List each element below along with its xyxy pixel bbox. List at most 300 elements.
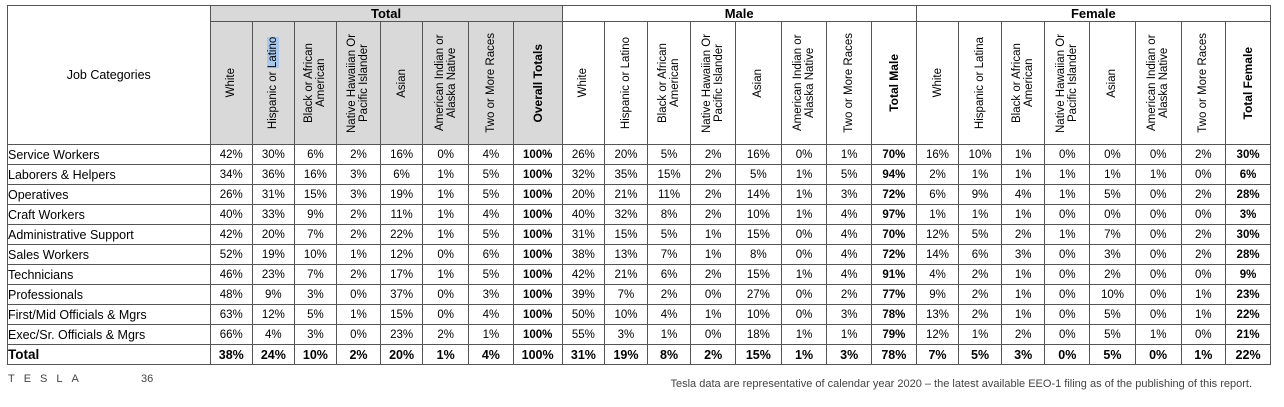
table-row (8, 165, 1271, 185)
table-cell: 0% (1045, 145, 1090, 165)
table-cell: 1% (423, 345, 469, 365)
table-cell: 32% (605, 205, 648, 225)
table-cell: 18% (736, 325, 782, 345)
table-cell: 10% (294, 345, 337, 365)
table-cell: 36% (253, 165, 295, 185)
table-cell: 0% (1135, 185, 1181, 205)
table-cell: 78% (872, 345, 917, 365)
table-cell: 0% (423, 145, 469, 165)
table-cell: 1% (781, 185, 827, 205)
table-cell: 1% (1181, 345, 1226, 365)
table-cell: 0% (1090, 145, 1136, 165)
table-cell: 63% (210, 305, 253, 325)
table-row (8, 225, 1271, 245)
table-cell: 6% (647, 265, 691, 285)
table-cell: 1% (691, 225, 736, 245)
table-cell: 0% (1045, 205, 1090, 225)
table-cell: 0% (337, 285, 381, 305)
table-cell: 10% (959, 145, 1002, 165)
table-cell: 0% (423, 245, 469, 265)
table-cell: 26% (210, 185, 253, 205)
table-cell: 1% (423, 165, 469, 185)
table-cell: 21% (1226, 325, 1271, 345)
table-cell: 2% (959, 285, 1002, 305)
table-cell: 19% (605, 345, 648, 365)
table-cell: 15% (647, 165, 691, 185)
table-cell: 40% (562, 205, 605, 225)
table-cell: 42% (210, 225, 253, 245)
table-cell: 2% (337, 205, 381, 225)
table-cell: 5% (294, 305, 337, 325)
col-header-total-7: Overall Totals (513, 22, 562, 145)
job-category-label: Administrative Support (8, 225, 211, 245)
table-cell: 6% (959, 245, 1002, 265)
table-cell: 19% (253, 245, 295, 265)
table-cell: 1% (916, 205, 959, 225)
table-cell: 40% (210, 205, 253, 225)
col-header-male-6: Two or More Races (827, 22, 872, 145)
table-cell: 97% (872, 205, 917, 225)
table-cell: 10% (736, 305, 782, 325)
group-header-row (8, 6, 1271, 22)
table-cell: 3% (1001, 345, 1045, 365)
table-cell: 100% (513, 265, 562, 285)
table-cell: 1% (469, 325, 514, 345)
table-cell: 0% (1135, 225, 1181, 245)
table-cell: 100% (513, 285, 562, 305)
table-cell: 0% (1045, 245, 1090, 265)
table-cell: 1% (423, 225, 469, 245)
table-cell: 9% (253, 285, 295, 305)
table-cell: 1% (1045, 225, 1090, 245)
table-row (8, 265, 1271, 285)
col-header-total-0: White (210, 22, 253, 145)
table-cell: 15% (380, 305, 423, 325)
col-header-female-2: Black or African American (1001, 22, 1045, 145)
table-cell: 5% (469, 265, 514, 285)
col-header-total-2: Black or African American (294, 22, 337, 145)
table-cell: 1% (1045, 165, 1090, 185)
table-cell: 1% (1135, 325, 1181, 345)
table-row (8, 325, 1271, 345)
table-cell: 7% (647, 245, 691, 265)
table-cell: 70% (872, 145, 917, 165)
table-cell: 10% (1090, 285, 1136, 305)
table-cell: 31% (562, 345, 605, 365)
table-cell: 16% (294, 165, 337, 185)
table-cell: 1% (1001, 145, 1045, 165)
table-cell: 0% (1181, 205, 1226, 225)
table-cell: 0% (1045, 265, 1090, 285)
table-cell: 6% (380, 165, 423, 185)
table-cell: 100% (513, 305, 562, 325)
table-cell: 30% (1226, 145, 1271, 165)
total-row (8, 345, 1271, 365)
table-cell: 2% (337, 145, 381, 165)
table-cell: 1% (781, 325, 827, 345)
selected-text-highlight[interactable]: Latino (267, 36, 280, 69)
table-cell: 3% (294, 285, 337, 305)
table-cell: 1% (781, 345, 827, 365)
table-cell: 4% (469, 205, 514, 225)
table-cell: 20% (380, 345, 423, 365)
table-cell: 3% (827, 305, 872, 325)
table-cell: 23% (253, 265, 295, 285)
table-cell: 0% (423, 285, 469, 305)
table-cell: 11% (380, 205, 423, 225)
table-cell: 17% (380, 265, 423, 285)
table-cell: 1% (1001, 285, 1045, 305)
table-cell: 15% (736, 225, 782, 245)
table-cell: 16% (916, 145, 959, 165)
table-cell: 0% (1135, 265, 1181, 285)
table-cell: 1% (337, 305, 381, 325)
table-cell: 48% (210, 285, 253, 305)
table-cell: 0% (691, 285, 736, 305)
group-female-header: Female (916, 6, 1270, 22)
table-cell: 14% (736, 185, 782, 205)
table-cell: 10% (605, 305, 648, 325)
table-cell: 4% (827, 245, 872, 265)
table-cell: 2% (691, 345, 736, 365)
table-cell: 39% (562, 285, 605, 305)
table-cell: 3% (469, 285, 514, 305)
table-cell: 2% (916, 165, 959, 185)
table-cell: 6% (469, 245, 514, 265)
table-cell: 1% (691, 305, 736, 325)
table-cell: 4% (827, 225, 872, 245)
table-cell: 1% (691, 245, 736, 265)
table-cell: 1% (781, 165, 827, 185)
table-cell: 1% (1001, 205, 1045, 225)
table-cell: 2% (691, 145, 736, 165)
table-cell: 72% (872, 185, 917, 205)
table-cell: 0% (1135, 345, 1181, 365)
table-cell: 91% (872, 265, 917, 285)
table-cell: 2% (337, 345, 381, 365)
col-header-total-1 (253, 22, 295, 145)
group-male-header: Male (562, 6, 916, 22)
table-cell: 5% (827, 165, 872, 185)
table-cell: 0% (423, 305, 469, 325)
table-cell: 3% (1226, 205, 1271, 225)
job-category-label: Professionals (8, 285, 211, 305)
table-cell: 2% (1090, 265, 1136, 285)
table-cell: 4% (253, 325, 295, 345)
table-cell: 55% (562, 325, 605, 345)
table-cell: 2% (691, 205, 736, 225)
table-cell: 5% (1090, 185, 1136, 205)
table-cell: 19% (380, 185, 423, 205)
table-cell: 0% (1135, 245, 1181, 265)
table-cell: 0% (781, 225, 827, 245)
table-cell: 2% (1001, 325, 1045, 345)
job-category-label: Operatives (8, 185, 211, 205)
tesla-logo: TESLA (8, 373, 88, 385)
col-header-male-7: Total Male (872, 22, 917, 145)
table-cell: 22% (380, 225, 423, 245)
group-total-header: Total (210, 6, 562, 22)
table-cell: 15% (736, 345, 782, 365)
table-cell: 2% (959, 265, 1002, 285)
col-header-male-4: Asian (736, 22, 782, 145)
table-cell: 1% (1181, 305, 1226, 325)
table-cell: 38% (210, 345, 253, 365)
table-cell: 15% (605, 225, 648, 245)
table-row (8, 185, 1271, 205)
table-cell: 4% (469, 305, 514, 325)
table-cell: 4% (1001, 185, 1045, 205)
table-cell: 38% (562, 245, 605, 265)
table-cell: 46% (210, 265, 253, 285)
table-cell: 32% (562, 165, 605, 185)
table-cell: 9% (294, 205, 337, 225)
table-cell: 3% (294, 325, 337, 345)
job-category-label: Total (8, 345, 211, 365)
table-cell: 4% (827, 205, 872, 225)
table-cell: 2% (691, 265, 736, 285)
table-cell: 0% (691, 325, 736, 345)
table-cell: 35% (605, 165, 648, 185)
table-cell: 37% (380, 285, 423, 305)
table-cell: 0% (781, 145, 827, 165)
table-cell: 1% (959, 165, 1002, 185)
table-cell: 100% (513, 225, 562, 245)
table-cell: 2% (959, 305, 1002, 325)
table-cell: 3% (337, 185, 381, 205)
col-header-male-3: Native Hawaiian Or Pacific Islander (691, 22, 736, 145)
table-cell: 0% (1135, 285, 1181, 305)
table-cell: 0% (1045, 285, 1090, 305)
table-cell: 6% (916, 185, 959, 205)
table-cell: 4% (916, 265, 959, 285)
table-cell: 100% (513, 145, 562, 165)
table-cell: 100% (513, 325, 562, 345)
table-cell: 1% (423, 265, 469, 285)
table-cell: 2% (827, 285, 872, 305)
table-cell: 16% (380, 145, 423, 165)
table-cell: 70% (872, 225, 917, 245)
table-cell: 12% (253, 305, 295, 325)
table-cell: 8% (647, 205, 691, 225)
table-cell: 31% (253, 185, 295, 205)
table-cell: 79% (872, 325, 917, 345)
table-cell: 28% (1226, 185, 1271, 205)
table-cell: 20% (253, 225, 295, 245)
table-cell: 2% (337, 225, 381, 245)
table-cell: 100% (513, 245, 562, 265)
table-cell: 0% (1135, 205, 1181, 225)
table-cell: 3% (827, 185, 872, 205)
table-cell: 0% (781, 285, 827, 305)
table-cell: 5% (1090, 325, 1136, 345)
table-cell: 28% (1226, 245, 1271, 265)
table-cell: 1% (781, 205, 827, 225)
table-cell: 34% (210, 165, 253, 185)
table-cell: 12% (916, 325, 959, 345)
table-cell: 1% (781, 265, 827, 285)
table-cell: 9% (1226, 265, 1271, 285)
table-cell: 1% (827, 145, 872, 165)
table-cell: 15% (294, 185, 337, 205)
table-cell: 52% (210, 245, 253, 265)
table-cell: 33% (253, 205, 295, 225)
table-cell: 0% (1181, 165, 1226, 185)
job-category-label: Service Workers (8, 145, 211, 165)
table-cell: 100% (513, 185, 562, 205)
table-cell: 5% (469, 225, 514, 245)
table-cell: 50% (562, 305, 605, 325)
eeo-table (7, 5, 1271, 365)
table-cell: 13% (916, 305, 959, 325)
table-cell: 2% (337, 265, 381, 285)
table-cell: 5% (959, 345, 1002, 365)
table-cell: 2% (691, 165, 736, 185)
table-cell: 0% (781, 245, 827, 265)
table-row (8, 205, 1271, 225)
table-cell: 3% (827, 345, 872, 365)
table-cell: 78% (872, 305, 917, 325)
table-cell: 4% (469, 345, 514, 365)
col-header-male-0: White (562, 22, 605, 145)
job-categories-header: Job Categories (8, 6, 211, 145)
col-header-female-4: Asian (1090, 22, 1136, 145)
table-row (8, 285, 1271, 305)
job-category-label: First/Mid Officials & Mgrs (8, 305, 211, 325)
table-cell: 11% (647, 185, 691, 205)
table-cell: 2% (1001, 225, 1045, 245)
table-cell: 0% (1045, 345, 1090, 365)
col-header-male-5: American Indian or Alaska Native (781, 22, 827, 145)
table-cell: 5% (647, 145, 691, 165)
col-header-female-0: White (916, 22, 959, 145)
table-cell: 0% (337, 325, 381, 345)
table-cell: 12% (380, 245, 423, 265)
table-cell: 5% (469, 165, 514, 185)
table-cell: 1% (423, 205, 469, 225)
table-cell: 5% (736, 165, 782, 185)
job-category-label: Laborers & Helpers (8, 165, 211, 185)
table-cell: 5% (1090, 345, 1136, 365)
table-cell: 9% (959, 185, 1002, 205)
table-cell: 3% (605, 325, 648, 345)
table-cell: 24% (253, 345, 295, 365)
table-cell: 7% (605, 285, 648, 305)
table-cell: 5% (647, 225, 691, 245)
table-cell: 1% (959, 205, 1002, 225)
job-category-label: Exec/Sr. Officials & Mgrs (8, 325, 211, 345)
table-cell: 7% (1090, 225, 1136, 245)
table-cell: 7% (294, 225, 337, 245)
table-cell: 77% (872, 285, 917, 305)
table-cell: 0% (1135, 145, 1181, 165)
table-cell: 66% (210, 325, 253, 345)
table-cell: 2% (1181, 245, 1226, 265)
footer-note: Tesla data are representative of calendar year 2020 – the latest available EEO-1 filing as of the publishing of this report. (670, 378, 1252, 390)
page-number: 36 (141, 373, 154, 385)
table-cell: 30% (253, 145, 295, 165)
table-cell: 0% (1045, 325, 1090, 345)
table-cell: 2% (647, 285, 691, 305)
table-cell: 4% (647, 305, 691, 325)
table-cell: 23% (1226, 285, 1271, 305)
table-cell: 16% (736, 145, 782, 165)
col-header-female-7: Total Female (1226, 22, 1271, 145)
table-cell: 3% (1090, 245, 1136, 265)
table-cell: 21% (605, 185, 648, 205)
table-cell: 1% (1001, 305, 1045, 325)
table-cell: 0% (781, 305, 827, 325)
col-header-female-1: Hispanic or Latina (959, 22, 1002, 145)
table-cell: 0% (1181, 325, 1226, 345)
col-header-male-1: Hispanic or Latino (605, 22, 648, 145)
table-cell: 2% (1181, 185, 1226, 205)
table-cell: 2% (1181, 145, 1226, 165)
table-row (8, 145, 1271, 165)
table-cell: 10% (294, 245, 337, 265)
table-cell: 22% (1226, 345, 1271, 365)
table-cell: 27% (736, 285, 782, 305)
table-cell: 1% (1090, 165, 1136, 185)
table-cell: 1% (827, 325, 872, 345)
table-cell: 42% (210, 145, 253, 165)
table-cell: 30% (1226, 225, 1271, 245)
col-header-male-2: Black or African American (647, 22, 691, 145)
table-cell: 1% (1135, 165, 1181, 185)
table-cell: 8% (736, 245, 782, 265)
table-cell: 1% (1045, 185, 1090, 205)
table-cell: 2% (1181, 225, 1226, 245)
table-cell: 15% (736, 265, 782, 285)
table-cell: 2% (423, 325, 469, 345)
col-header-total-4: Asian (380, 22, 423, 145)
table-cell: 4% (469, 145, 514, 165)
table-cell: 4% (827, 265, 872, 285)
table-cell: 100% (513, 345, 562, 365)
table-cell: 5% (959, 225, 1002, 245)
job-category-label: Sales Workers (8, 245, 211, 265)
table-cell: 5% (1090, 305, 1136, 325)
table-cell: 1% (1001, 265, 1045, 285)
table-cell: 100% (513, 205, 562, 225)
table-cell: 20% (562, 185, 605, 205)
table-cell: 1% (959, 325, 1002, 345)
table-cell: 31% (562, 225, 605, 245)
table-cell: 26% (562, 145, 605, 165)
table-body (8, 145, 1271, 365)
col-header-prefix: Hispanic or (267, 68, 280, 130)
table-cell: 1% (423, 185, 469, 205)
table-cell: 1% (647, 325, 691, 345)
table-cell: 6% (294, 145, 337, 165)
table-cell: 3% (337, 165, 381, 185)
table-cell: 12% (916, 225, 959, 245)
table-cell: 1% (1001, 165, 1045, 185)
col-header-female-3: Native Hawaiian Or Pacific Islander (1045, 22, 1090, 145)
col-header-total-5: American Indian or Alaska Native (423, 22, 469, 145)
table-cell: 5% (469, 185, 514, 205)
table-row (8, 245, 1271, 265)
table-cell: 72% (872, 245, 917, 265)
table-cell: 13% (605, 245, 648, 265)
col-header-female-6: Two or More Races (1181, 22, 1226, 145)
table-cell: 2% (691, 185, 736, 205)
table-cell: 10% (736, 205, 782, 225)
table-cell: 7% (294, 265, 337, 285)
job-category-label: Technicians (8, 265, 211, 285)
col-header-total-6: Two or More Races (469, 22, 514, 145)
table-cell: 94% (872, 165, 917, 185)
